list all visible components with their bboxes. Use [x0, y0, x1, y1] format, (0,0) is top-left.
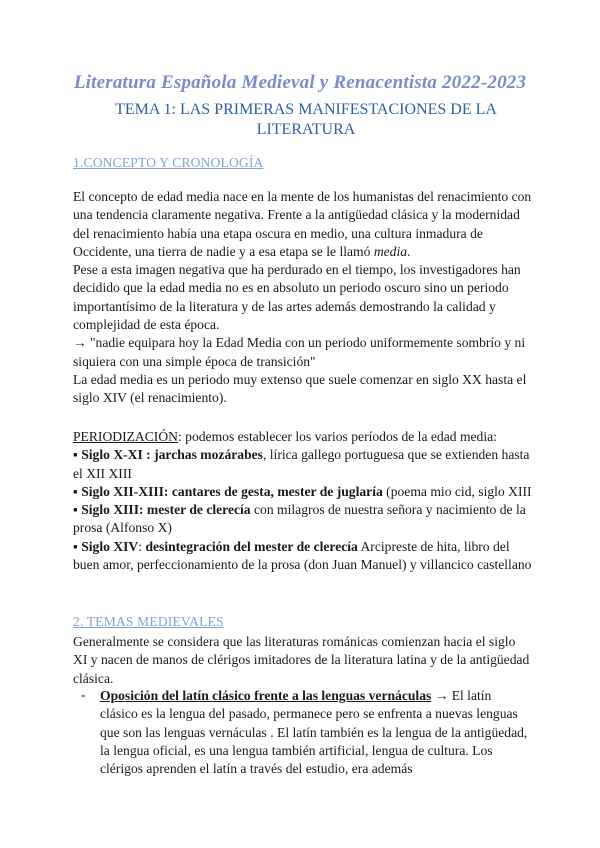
- section1-body: [73, 188, 533, 408]
- paragraph-concepto: El concepto de edad media nace en la mente de los humanistas del renacimiento con una tendencia claramente negativa. Frente a la antigüedad clásica y la modernidad del renacimiento había una etapa oscura en medio, una cultura inmadura de Occidente, una tierra de nadie y a esa etapa se le llamó media.: [73, 189, 532, 259]
- paragraph-extension: La edad media es un periodo muy extenso que suele comenzar en siglo XX hasta el siglo XIV (el renacimiento).: [73, 371, 527, 406]
- section2-intro: Generalmente se considera que las literaturas románicas comienzan hacia el siglo XI y nacen de manos de clérigos imitadores de la literatura latina y de la antigüedad clásica.: [73, 634, 530, 686]
- paragraph-imagen-negativa: Pese a esta imagen negativa que ha perdurado en el tiempo, los investigadores han decidido que la edad media no es en absoluto un periodo oscuro sino un periodo importantísimo de la literatura y de las artes además demostrando la calidad y complejidad de esta época.: [73, 262, 521, 333]
- section-heading-concepto: 1.CONCEPTO Y CRONOLOGÍA: [73, 155, 264, 170]
- list-item-oposicion: Oposición del latín clásico frente a las lenguas vernáculas → El latín clásico es la lengua del pasado, permanece pero se enfrenta a nuevas lenguas que son las lenguas vernáculas . El latín también es la lengua de la antigüedad, la lengua oficial, es una lengua también artificial, lengua de cultura. Los clérigos aprenden el latín a través del estudio, era además: [100, 688, 528, 777]
- quote-paragraph: → "nadie equipara hoy la Edad Media con un periodo uniformemente sombrío y ni siquiera con una simple época de transición": [73, 335, 526, 369]
- period-item: ▪ Siglo X-XI : jarchas mozárabes, lírica gallego portuguesa que se extienden hasta el XII XIII: [73, 447, 530, 481]
- period-item: ▪ Siglo XIII: mester de clerecía con milagros de nuestra señora y nacimiento de la prosa (Alfonso X): [73, 502, 526, 536]
- period-item: ▪ Siglo XII-XIII: cantares de gesta, mester de juglaría (poema mio cid, siglo XIII: [73, 483, 532, 499]
- period-item: ▪ Siglo XIV: desintegración del mester de clerecía Arcipreste de hita, libro del buen amor, perfeccionamiento de la prosa (don Juan Manuel) y villancico castellano: [73, 538, 532, 573]
- document-title: Literatura Española Medieval y Renacentista 2022-2023: [73, 72, 527, 93]
- section-heading-temas: 2. TEMAS MEDIEVALES: [73, 614, 224, 629]
- periodization-block: [73, 428, 533, 574]
- list-dash: -: [81, 687, 86, 702]
- periodization-intro: PERIODIZACIÓN: podemos establecer los varios períodos de la edad media:: [73, 429, 497, 444]
- document-subtitle: TEMA 1: LAS PRIMERAS MANIFESTACIONES DE LA LITERATURA: [115, 101, 497, 138]
